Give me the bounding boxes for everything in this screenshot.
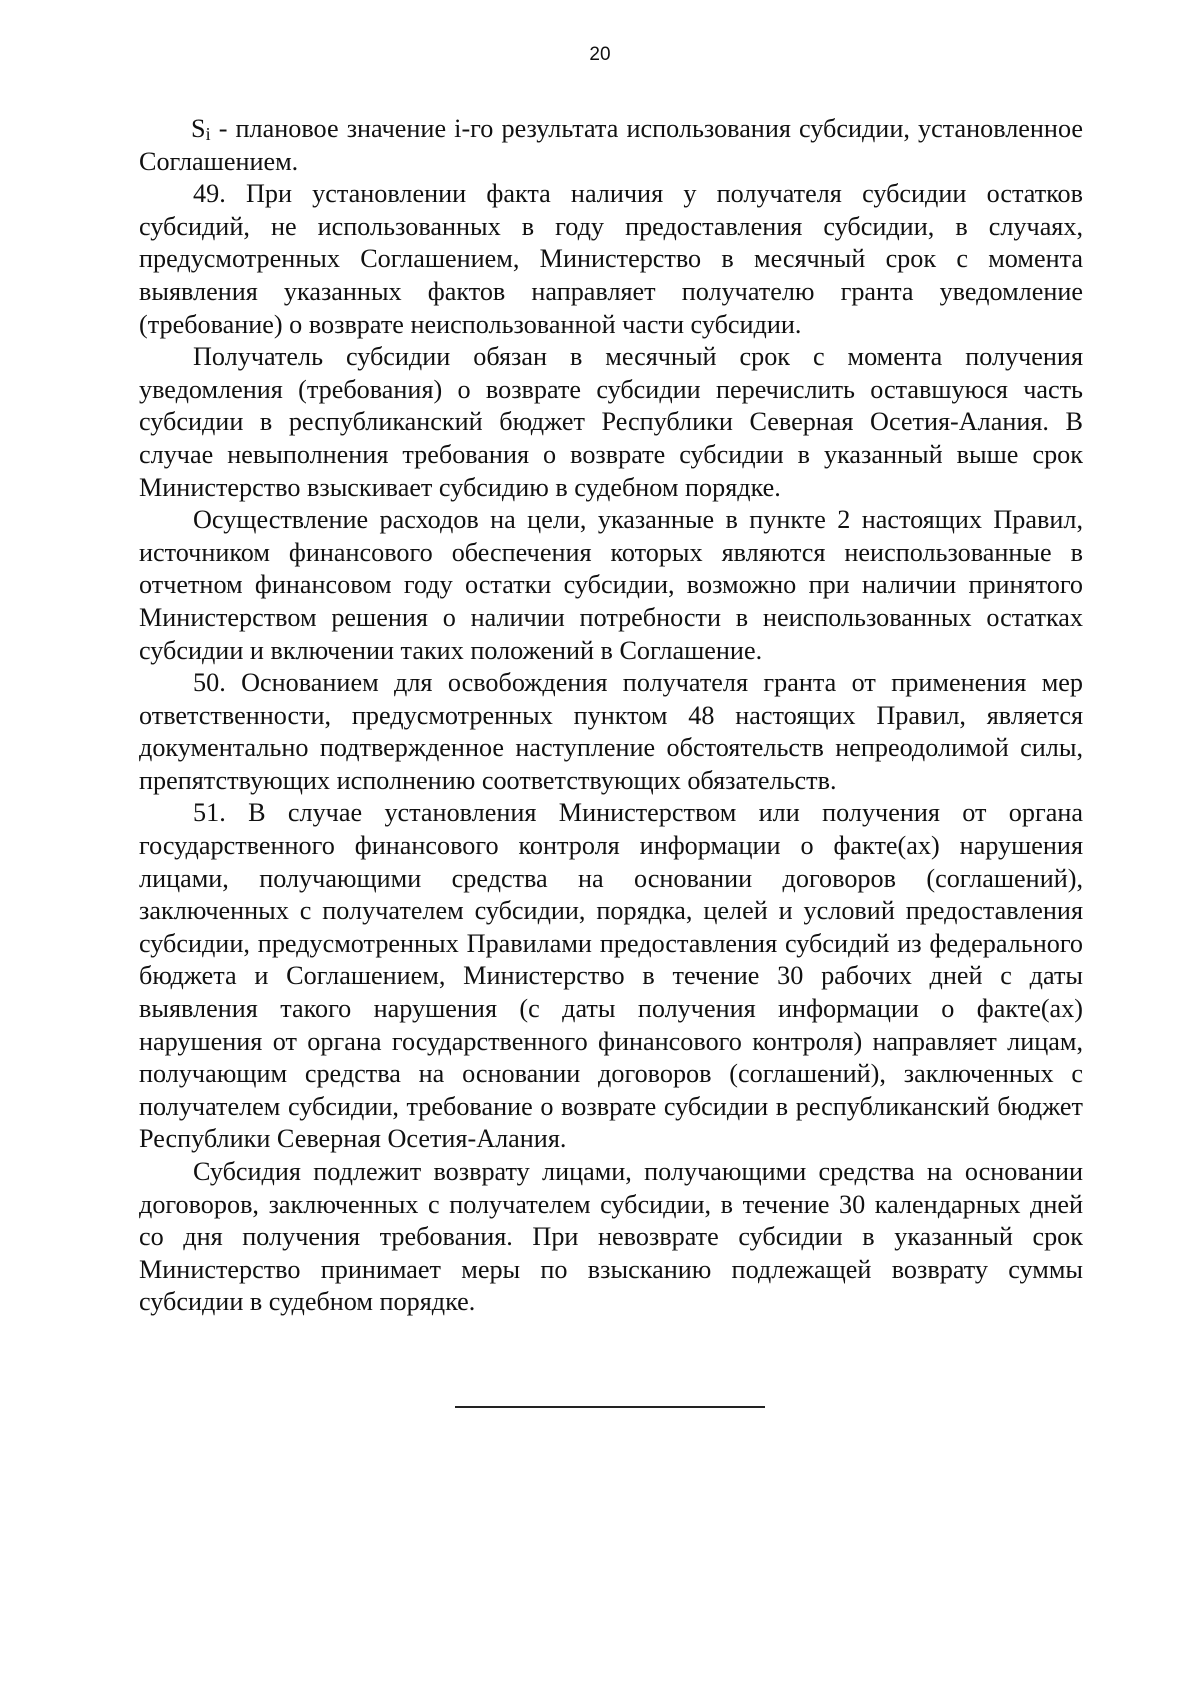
paragraph-50: 50. Основанием для освобождения получателя гранта от применения мер ответственности, предусмотренных пунктом 48 настоящих Правил, является документально подтвержденное наступление обстоятельств непреодолимой силы, препятствующих исполнению соответствующих обязательств. bbox=[139, 668, 1083, 795]
paragraph-recipient-obligation: Получатель субсидии обязан в месячный срок с момента получения уведомления (требования) о возврате субсидии перечислить оставшуюся часть субсидии в республиканский бюджет Республики Северная Осетия-Алания. В случае невыполнения требования о возврате субсидии в указанный выше срок Министерство взыскивает субсидию в судебном порядке. bbox=[139, 342, 1083, 502]
formula-symbol: S bbox=[191, 114, 206, 143]
page-number: 20 bbox=[589, 44, 611, 65]
document-body bbox=[139, 113, 1083, 1319]
paragraph-49: 49. При установлении факта наличия у получателя субсидии остатков субсидий, не использованных в году предоставления субсидии, в случаях, предусмотренных Соглашением, Министерство в месячный срок с момента выявления указанных фактов направляет получателю гранта уведомление (требование) о возврате неиспользованной части субсидии. bbox=[139, 179, 1083, 339]
formula-subscript: i bbox=[205, 124, 211, 144]
formula-definition bbox=[139, 113, 1083, 178]
paragraph-subsidy-return: Субсидия подлежит возврату лицами, получающими средства на основании договоров, заключенных с получателем субсидии, в течение 30 календарных дней со дня получения требования. При невозврате субсидии в указанный срок Министерство принимает меры по взысканию подлежащей возврату суммы субсидии в судебном порядке. bbox=[139, 1157, 1083, 1317]
formula-definition-text: - плановое значение i-го результата использования субсидии, установленное Соглашением. bbox=[139, 114, 1083, 176]
end-of-document-rule bbox=[455, 1406, 765, 1408]
paragraph-expenditure-remainders: Осуществление расходов на цели, указанные в пункте 2 настоящих Правил, источником финансового обеспечения которых являются неиспользованные в отчетном финансовом году остатки субсидии, возможно при наличии принятого Министерством решения о наличии потребности в неиспользованных остатках субсидии и включении таких положений в Соглашение. bbox=[139, 505, 1083, 665]
paragraph-51: 51. В случае установления Министерством или получения от органа государственного финансового контроля информации о факте(ах) нарушения лицами, получающими средства на основании договоров (соглашений), заключенных с получателем субсидии, порядка, целей и условий предоставления субсидии, предусмотренных Правилами предоставления субсидий из федерального бюджета и Соглашением, Министерство в течение 30 рабочих дней с даты выявления такого нарушения (с даты получения информации о факте(ах) нарушения от органа государственного финансового контроля) направляет лицам, получающим средства на основании договоров (соглашений), заключенных с получателем субсидии, требование о возврате субсидии в республиканский бюджет Республики Северная Осетия-Алания. bbox=[139, 798, 1083, 1154]
